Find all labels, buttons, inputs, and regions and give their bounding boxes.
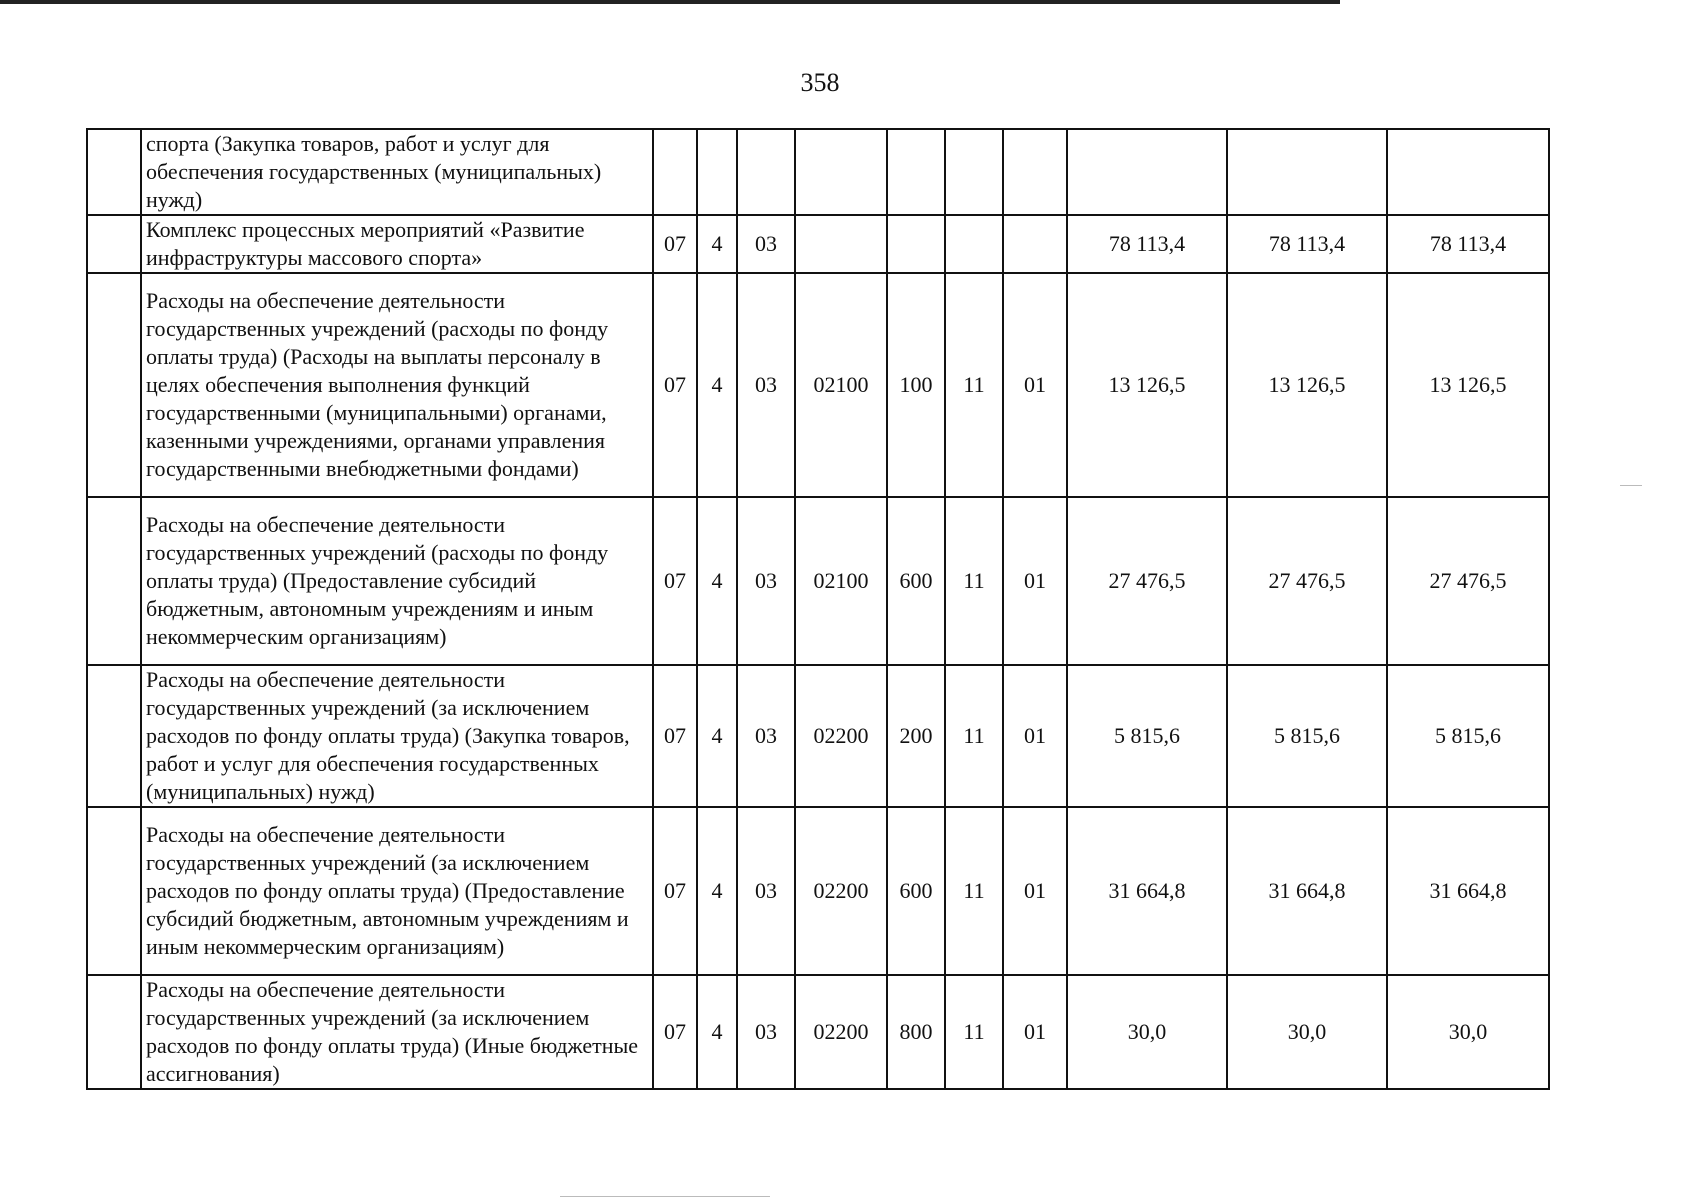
expense-type-cell: 800 [887,975,945,1089]
section-code-cell: 07 [653,273,697,497]
code-cell-6: 11 [945,975,1003,1089]
direction-code-cell: 02100 [795,273,887,497]
table-row [87,129,1549,215]
subprogram-code-cell: 03 [737,975,795,1089]
section-code-cell: 07 [653,807,697,975]
direction-code-cell [795,215,887,273]
sum-year-3-cell: 31 664,8 [1387,807,1549,975]
table-row [87,497,1549,665]
row-number-cell [87,273,141,497]
expense-name-cell: Расходы на обеспечение деятельности государственных учреждений (расходы по фонду оплаты труда) (Предоставление субсидий бюджетным, автономным учреждениям и иным некоммерческим организациям) [141,497,653,665]
expense-type-cell: 100 [887,273,945,497]
sum-year-3-cell: 30,0 [1387,975,1549,1089]
code-cell-6: 11 [945,497,1003,665]
scan-artifact-line [560,1196,770,1197]
subprogram-code-cell: 03 [737,215,795,273]
program-code-cell: 4 [697,975,737,1089]
expense-name-cell: Расходы на обеспечение деятельности государственных учреждений (за исключением расходов по фонду оплаты труда) (Иные бюджетные ассигнования) [141,975,653,1089]
section-code-cell: 07 [653,497,697,665]
subprogram-code-cell: 03 [737,273,795,497]
sum-year-3-cell: 27 476,5 [1387,497,1549,665]
sum-year-2-cell [1227,129,1387,215]
sum-year-1-cell: 5 815,6 [1067,665,1227,807]
direction-code-cell: 02200 [795,807,887,975]
direction-code-cell: 02200 [795,975,887,1089]
row-number-cell [87,497,141,665]
code-cell-6: 11 [945,665,1003,807]
table-row [87,807,1549,975]
expense-type-cell: 600 [887,497,945,665]
subprogram-code-cell [737,129,795,215]
code-cell-7 [1003,215,1067,273]
row-number-cell [87,215,141,273]
sum-year-2-cell: 27 476,5 [1227,497,1387,665]
code-cell-7: 01 [1003,497,1067,665]
program-code-cell: 4 [697,215,737,273]
scan-artifact-line [1620,485,1642,486]
section-code-cell: 07 [653,215,697,273]
row-number-cell [87,807,141,975]
sum-year-2-cell: 5 815,6 [1227,665,1387,807]
expense-name-cell: Расходы на обеспечение деятельности государственных учреждений (за исключением расходов по фонду оплаты труда) (Закупка товаров, работ и услуг для обеспечения государственных (муниципальных) нужд) [141,665,653,807]
section-code-cell: 07 [653,975,697,1089]
table-row [87,215,1549,273]
expense-name-cell: Комплекс процессных мероприятий «Развитие инфраструктуры массового спорта» [141,215,653,273]
direction-code-cell [795,129,887,215]
table-row [87,975,1549,1089]
code-cell-6 [945,215,1003,273]
direction-code-cell: 02200 [795,665,887,807]
sum-year-3-cell: 13 126,5 [1387,273,1549,497]
code-cell-6: 11 [945,807,1003,975]
sum-year-1-cell: 31 664,8 [1067,807,1227,975]
code-cell-7: 01 [1003,665,1067,807]
sum-year-2-cell: 31 664,8 [1227,807,1387,975]
sum-year-2-cell: 30,0 [1227,975,1387,1089]
subprogram-code-cell: 03 [737,497,795,665]
sum-year-3-cell: 78 113,4 [1387,215,1549,273]
page-number: 358 [800,68,840,97]
expense-name-cell: Расходы на обеспечение деятельности государственных учреждений (расходы по фонду оплаты труда) (Расходы на выплаты персоналу в целях обеспечения выполнения функций государственными (муниципальными) органами, казенными учреждениями, органами управления государственными внебюджетными фондами) [141,273,653,497]
subprogram-code-cell: 03 [737,807,795,975]
sum-year-3-cell: 5 815,6 [1387,665,1549,807]
sum-year-1-cell: 13 126,5 [1067,273,1227,497]
budget-table [86,128,1550,1090]
expense-name-cell: Расходы на обеспечение деятельности государственных учреждений (за исключением расходов по фонду оплаты труда) (Предоставление субсидий бюджетным, автономным учреждениям и иным некоммерческим организациям) [141,807,653,975]
section-code-cell [653,129,697,215]
sum-year-2-cell: 13 126,5 [1227,273,1387,497]
code-cell-7 [1003,129,1067,215]
direction-code-cell: 02100 [795,497,887,665]
sum-year-3-cell [1387,129,1549,215]
code-cell-6: 11 [945,273,1003,497]
expense-type-cell [887,215,945,273]
row-number-cell [87,129,141,215]
expense-type-cell: 600 [887,807,945,975]
expense-type-cell: 200 [887,665,945,807]
program-code-cell: 4 [697,807,737,975]
program-code-cell: 4 [697,273,737,497]
expense-name-cell: спорта (Закупка товаров, работ и услуг для обеспечения государственных (муниципальных) нужд) [141,129,653,215]
sum-year-1-cell [1067,129,1227,215]
code-cell-7: 01 [1003,975,1067,1089]
code-cell-7: 01 [1003,807,1067,975]
program-code-cell: 4 [697,665,737,807]
row-number-cell [87,975,141,1089]
code-cell-7: 01 [1003,273,1067,497]
sum-year-1-cell: 30,0 [1067,975,1227,1089]
sum-year-1-cell: 27 476,5 [1067,497,1227,665]
table-row [87,665,1549,807]
code-cell-6 [945,129,1003,215]
subprogram-code-cell: 03 [737,665,795,807]
row-number-cell [87,665,141,807]
expense-type-cell [887,129,945,215]
table-row [87,273,1549,497]
section-code-cell: 07 [653,665,697,807]
top-scan-border [0,0,1340,4]
sum-year-1-cell: 78 113,4 [1067,215,1227,273]
program-code-cell: 4 [697,497,737,665]
program-code-cell [697,129,737,215]
sum-year-2-cell: 78 113,4 [1227,215,1387,273]
